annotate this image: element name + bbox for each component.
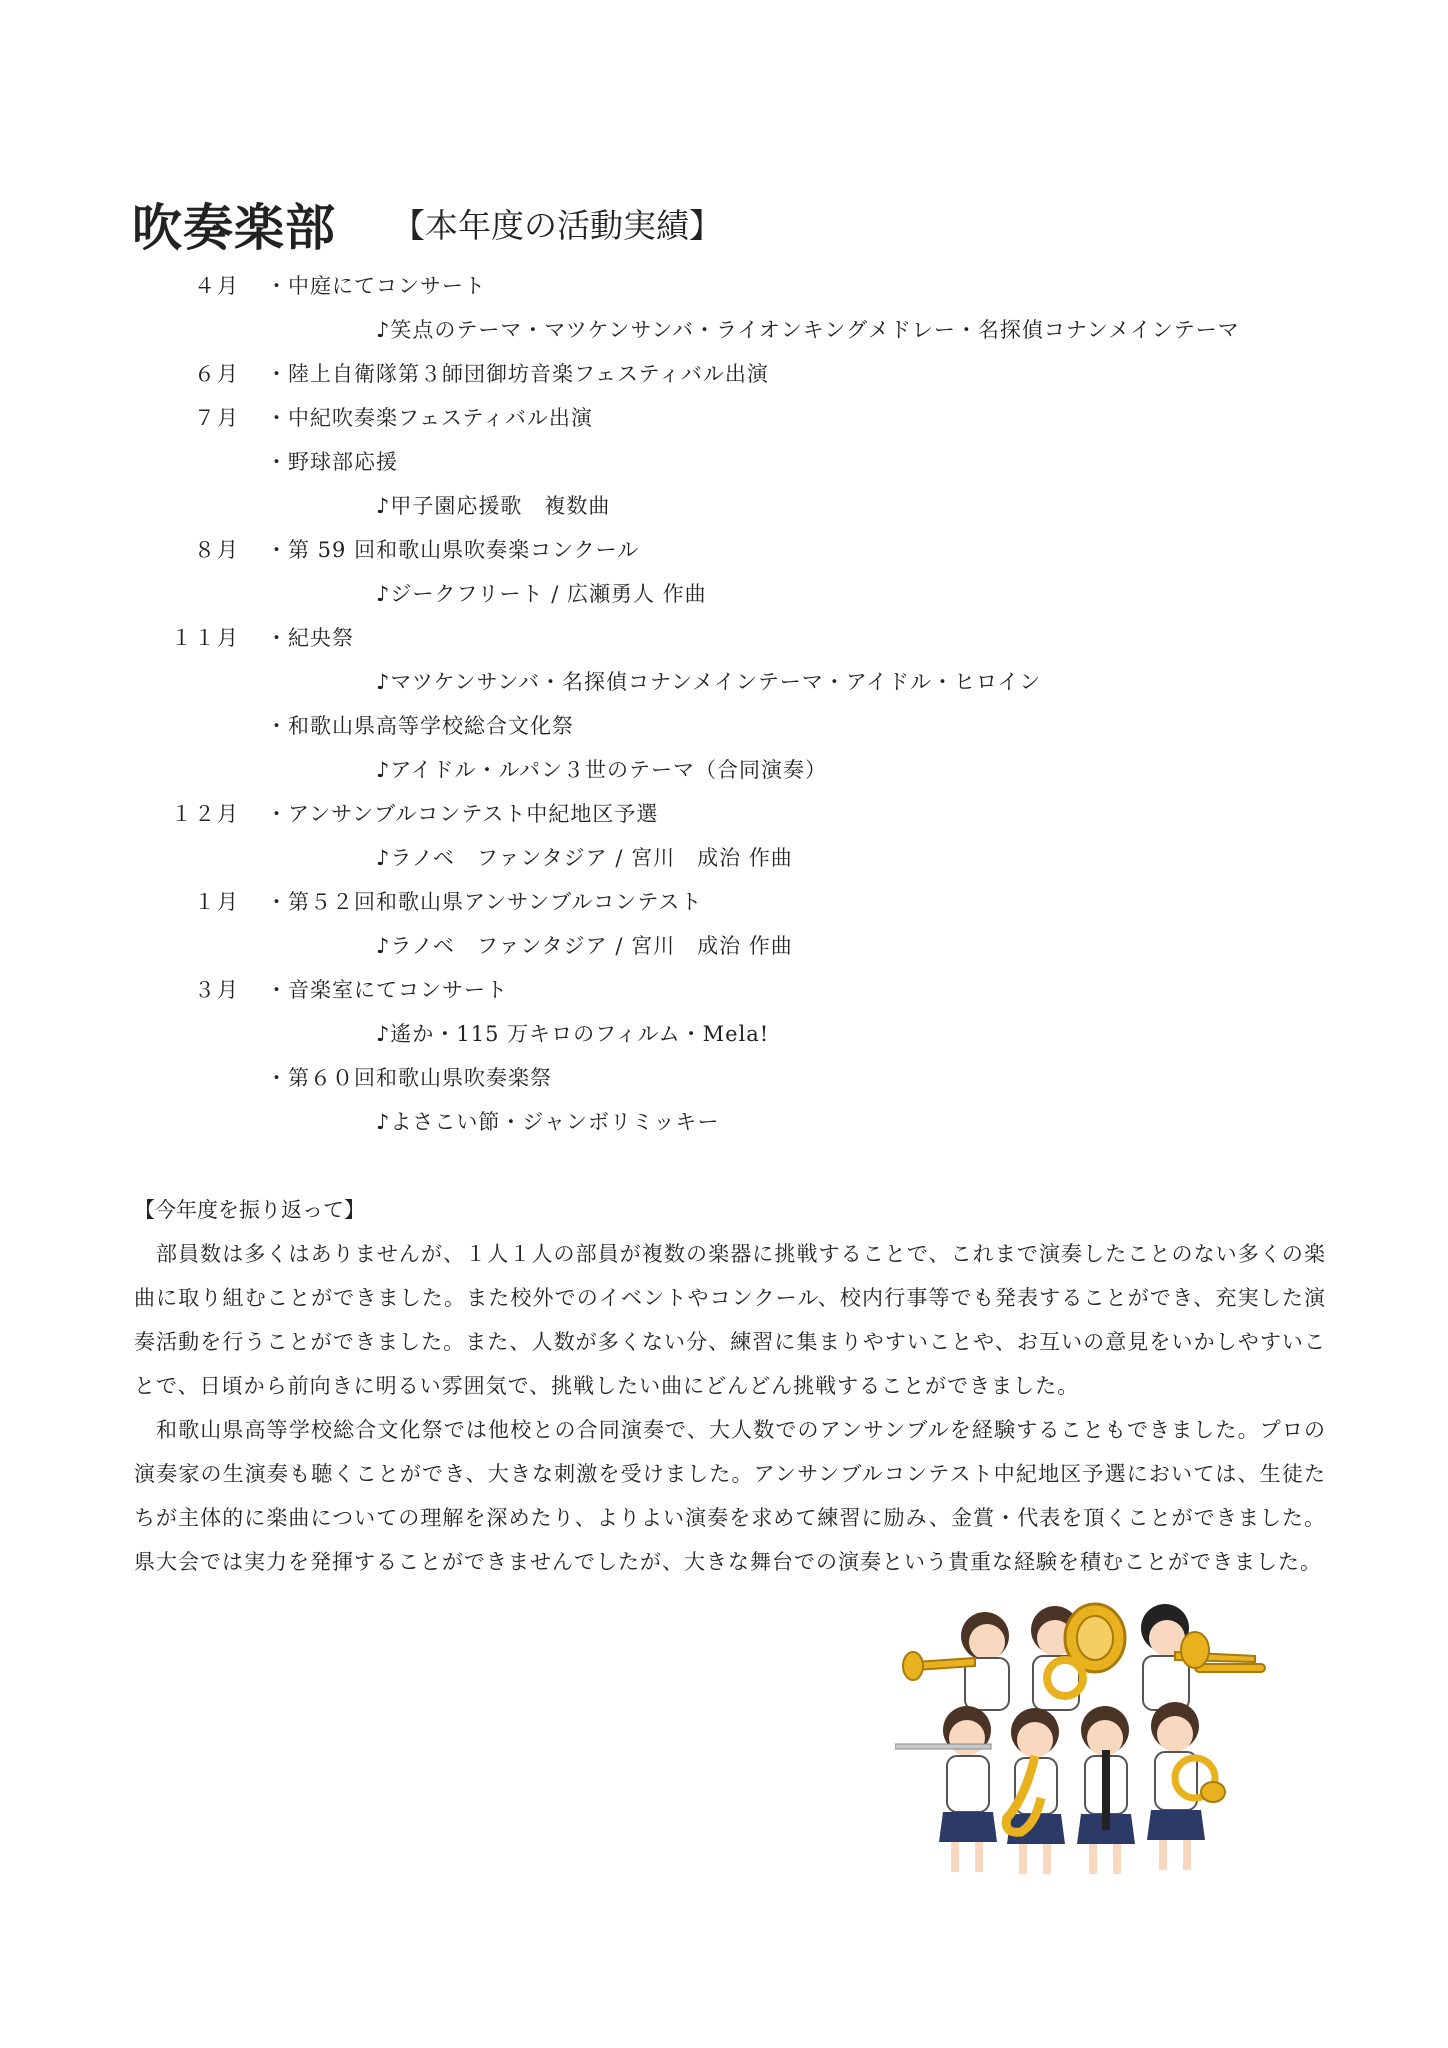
- timeline-row: [0, 616, 1448, 660]
- timeline-row: [0, 528, 1448, 572]
- event-item: ・音楽室にてコンサート: [266, 978, 508, 1002]
- song-list: ♪ジークフリート / 広瀬勇人 作曲: [376, 582, 707, 606]
- reflection-section: [134, 1188, 1326, 1584]
- timeline-row: [0, 572, 1448, 616]
- month-label: １月: [194, 890, 240, 914]
- timeline-row: [0, 792, 1448, 836]
- back-row-players: [903, 1604, 1265, 1710]
- month-label: ４月: [194, 274, 240, 298]
- event-item: ・中紀吹奏楽フェスティバル出演: [266, 406, 593, 430]
- song-list: ♪ラノベ ファンタジア / 宮川 成治 作曲: [376, 934, 793, 958]
- timeline-row: [0, 704, 1448, 748]
- timeline-row: [0, 440, 1448, 484]
- band-members-drawing: [895, 1598, 1275, 1888]
- month-label: ６月: [194, 362, 240, 386]
- timeline-row: [0, 484, 1448, 528]
- song-list: ♪マツケンサンバ・名探偵コナンメインテーマ・アイドル・ヒロイン: [376, 670, 1042, 694]
- month-label: ７月: [194, 406, 240, 430]
- month-label: ８月: [194, 538, 240, 562]
- timeline-row: [0, 308, 1448, 352]
- event-item: ・第５２回和歌山県アンサンブルコンテスト: [266, 890, 703, 914]
- reflection-heading: 【今年度を振り返って】: [134, 1198, 365, 1222]
- event-item: ・中庭にてコンサート: [266, 274, 486, 298]
- timeline-row: [0, 1056, 1448, 1100]
- song-list: ♪笑点のテーマ・マツケンサンバ・ライオンキングメドレー・名探偵コナンメインテーマ: [376, 318, 1240, 342]
- reflection-paragraph: 和歌山県高等学校総合文化祭では他校との合同演奏で、大人数でのアンサンブルを経験することもできました。プロの演奏家の生演奏も聴くことができ、大きな刺激を受けました。アンサンブルコンテスト中紀地区予選においては、生徒たちが主体的に楽曲についての理解を深めたり、よりよい演奏を求めて練習に励み、金賞・代表を頂くことができました。県大会では実力を発揮することができませんでしたが、大きな舞台での演奏という貴重な経験を積むことができました。: [134, 1418, 1326, 1574]
- timeline-row: [0, 660, 1448, 704]
- timeline-row: [0, 264, 1448, 308]
- event-item: ・野球部応援: [266, 450, 398, 474]
- song-list: ♪甲子園応援歌 複数曲: [376, 494, 611, 518]
- event-item: ・和歌山県高等学校総合文化祭: [266, 714, 574, 738]
- month-label: １２月: [171, 802, 240, 826]
- timeline-row: [0, 968, 1448, 1012]
- timeline-row: [0, 1012, 1448, 1056]
- song-list: ♪ラノベ ファンタジア / 宮川 成治 作曲: [376, 846, 793, 870]
- timeline-row: [0, 836, 1448, 880]
- song-list: ♪遙か・115 万キロのフィルム・Mela!: [376, 1022, 770, 1046]
- timeline-row: [0, 1100, 1448, 1144]
- month-label: ３月: [194, 978, 240, 1002]
- event-item: ・第６０回和歌山県吹奏楽祭: [266, 1066, 552, 1090]
- brass-band-illustration: [895, 1598, 1275, 1888]
- timeline-row: [0, 880, 1448, 924]
- timeline-row: [0, 748, 1448, 792]
- event-item: ・陸上自衛隊第３師団御坊音楽フェスティバル出演: [266, 362, 769, 386]
- month-label: １１月: [171, 626, 240, 650]
- event-item: ・紀央祭: [266, 626, 354, 650]
- song-list: ♪アイドル・ルパン３世のテーマ（合同演奏）: [376, 758, 828, 782]
- front-row-players: [895, 1702, 1225, 1874]
- page-subtitle: 【本年度の活動実績】: [392, 206, 722, 245]
- activity-timeline: [0, 264, 1448, 1144]
- event-item: ・アンサンブルコンテスト中紀地区予選: [266, 802, 659, 826]
- timeline-row: [0, 352, 1448, 396]
- page-title: 吹奏楽部: [132, 198, 336, 257]
- event-item: ・第 59 回和歌山県吹奏楽コンクール: [266, 538, 640, 562]
- song-list: ♪よさこい節・ジャンボリミッキー: [376, 1110, 720, 1134]
- timeline-row: [0, 924, 1448, 968]
- timeline-row: [0, 396, 1448, 440]
- reflection-paragraph: 部員数は多くはありませんが、１人１人の部員が複数の楽器に挑戦することで、これまで演奏したことのない多くの楽曲に取り組むことができました。また校外でのイベントやコンクール、校内行事等でも発表することができ、充実した演奏活動を行うことができました。また、人数が多くない分、練習に集まりやすいことや、お互いの意見をいかしやすいことで、日頃から前向きに明るい雰囲気で、挑戦したい曲にどんどん挑戦することができました。: [134, 1242, 1326, 1398]
